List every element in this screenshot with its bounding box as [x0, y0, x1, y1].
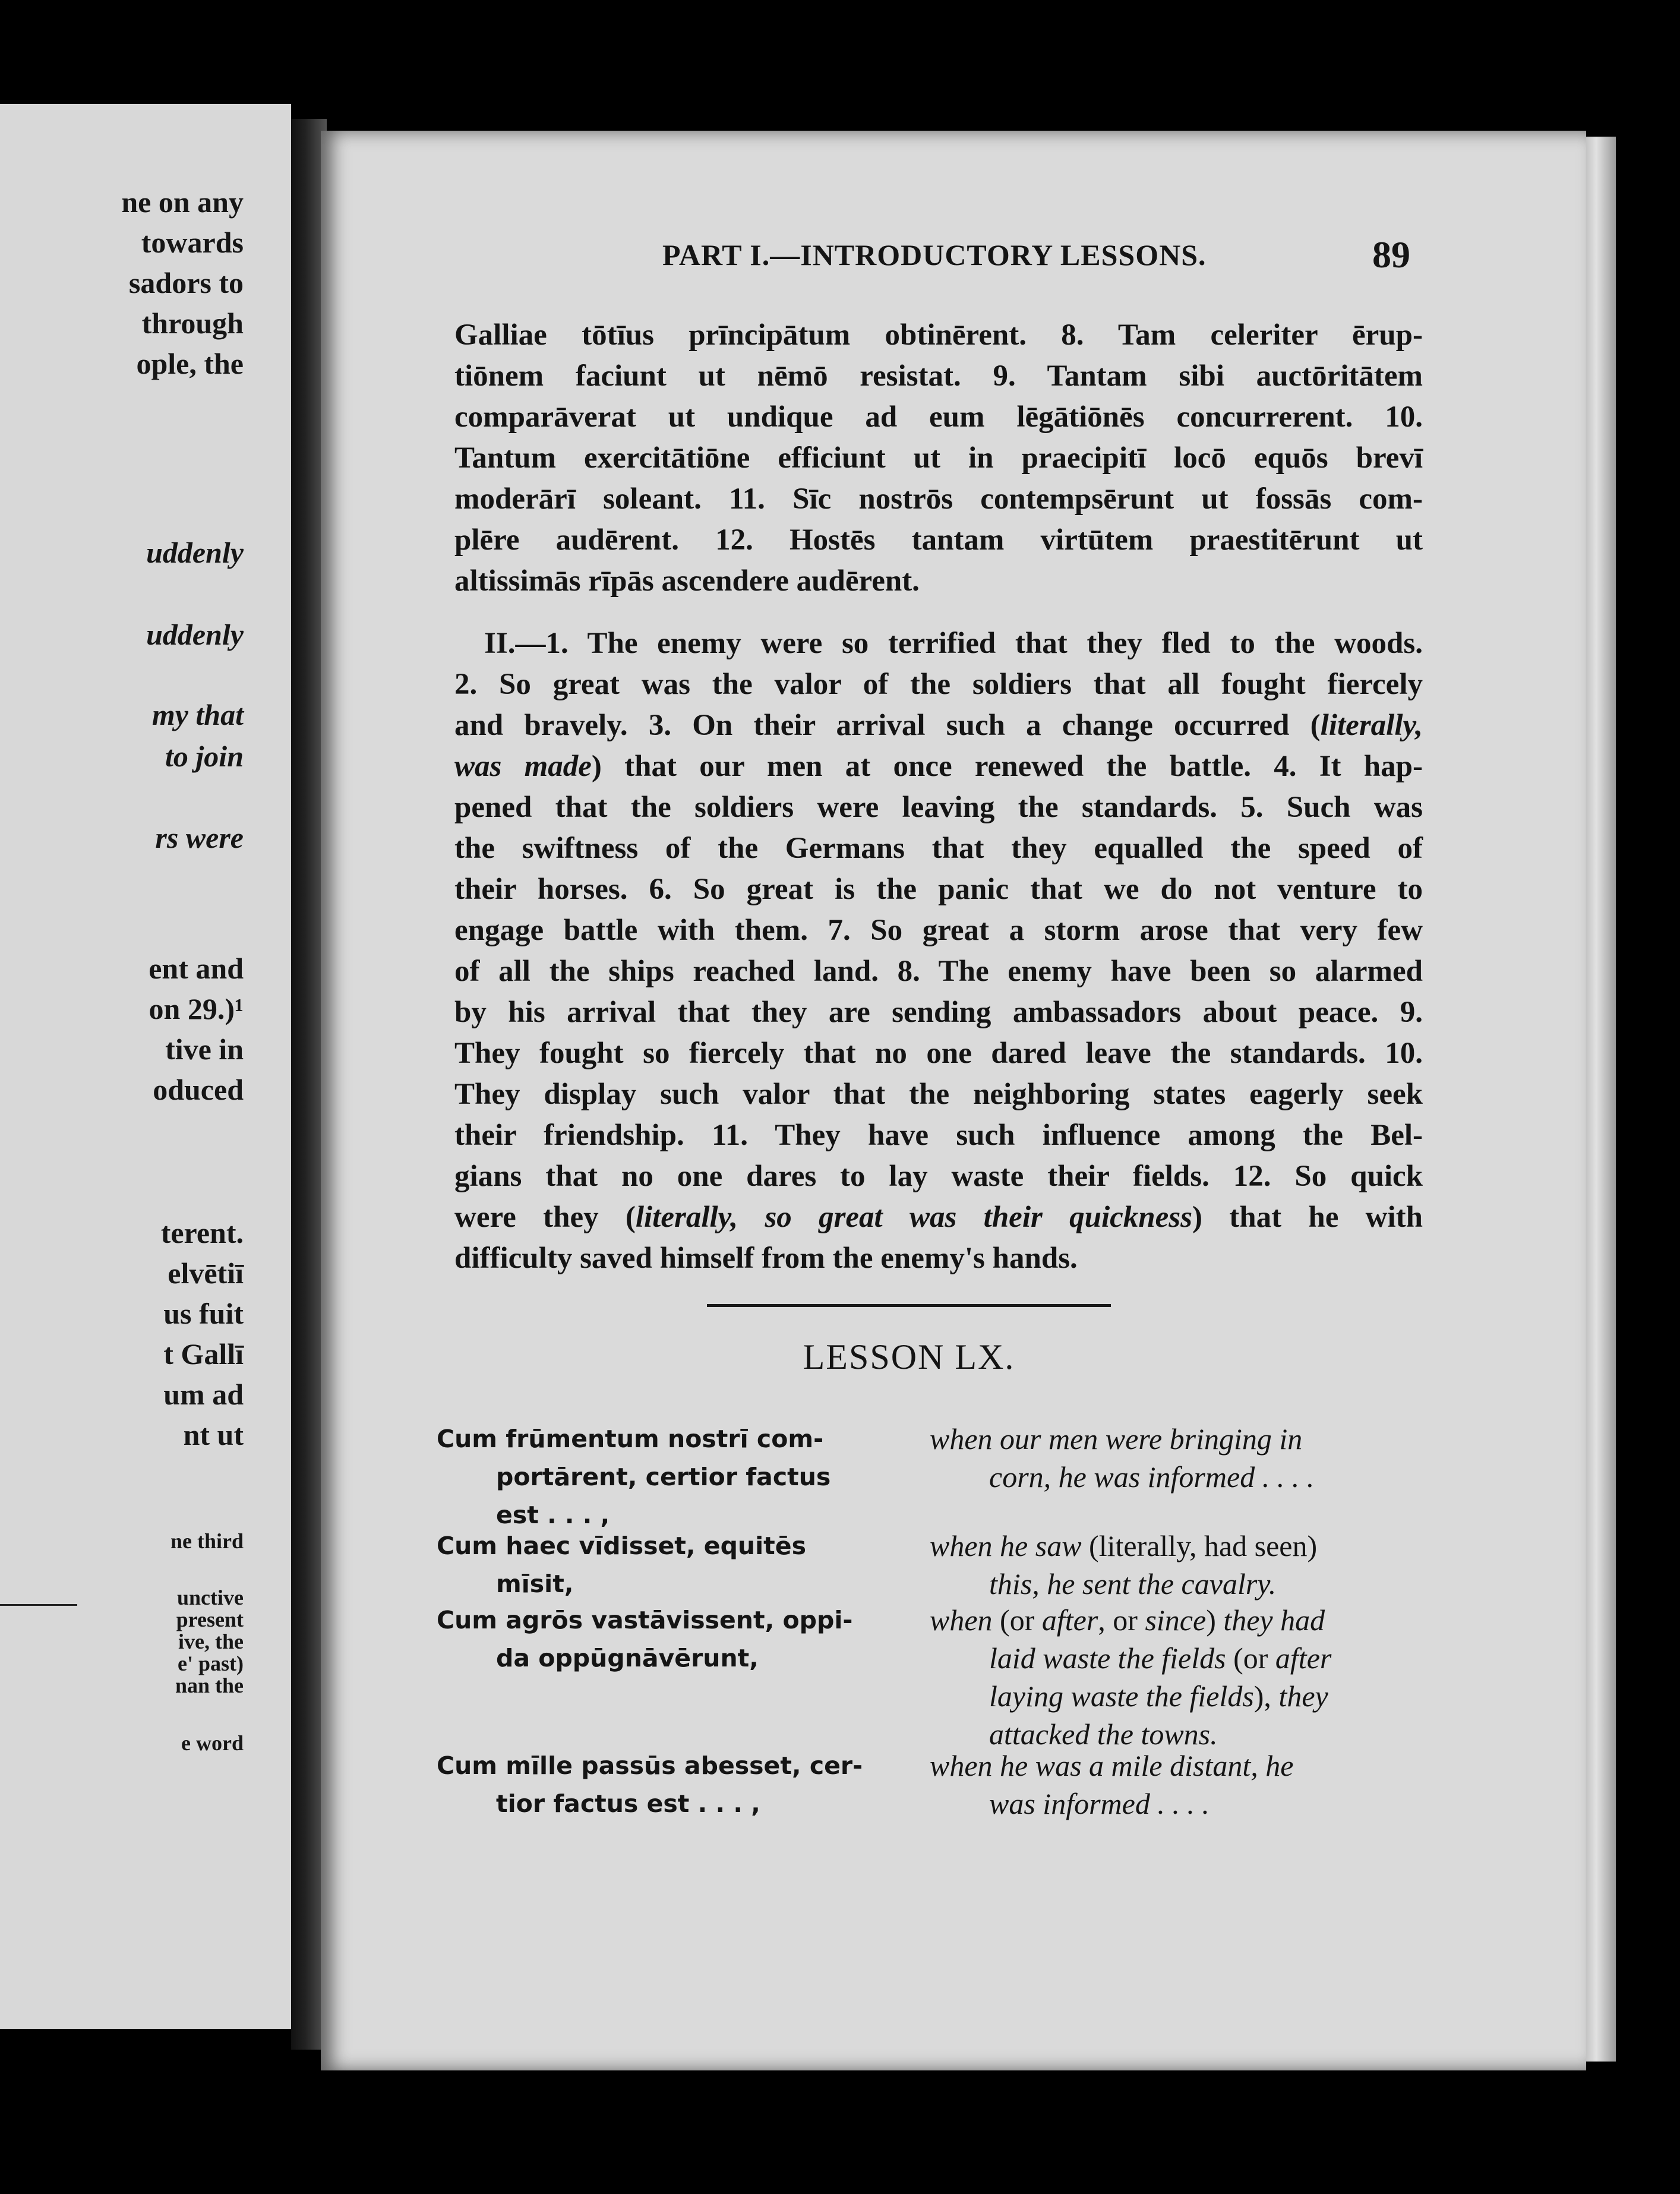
left-page-text-fragment: t Gallī: [163, 1337, 244, 1371]
text-line: plēre audērent. 12. Hostēs tantam virtūtem praestitērunt ut: [454, 523, 1423, 557]
left-page-text-fragment: ne on any: [121, 185, 244, 219]
italic-text-segment: attacked the towns.: [989, 1718, 1218, 1751]
left-page-text-fragment: us fuit: [163, 1297, 244, 1330]
latin-phrase: [437, 1420, 918, 1534]
text-line: [454, 910, 1423, 951]
text-line: [454, 1033, 1423, 1074]
text-segment: ) that our men at once renewed the battle. 4. It hap-: [591, 750, 1423, 783]
left-page-text-fragment: terent.: [160, 1216, 244, 1249]
latin-line: est . . . ,: [496, 1501, 610, 1529]
left-page-text-fragment: oduced: [153, 1073, 244, 1106]
latin-line: mīsit,: [496, 1570, 574, 1598]
left-page-text-fragment: um ad: [163, 1378, 244, 1411]
english-translation: [930, 1601, 1435, 1753]
english-translation: [930, 1747, 1435, 1823]
text-segment: , or: [1098, 1603, 1145, 1637]
left-page-text-fragment: uddenly: [146, 536, 244, 569]
left-page-text-fragment: ople, the: [136, 347, 244, 380]
translation-line: [930, 1420, 1435, 1458]
latin-phrase: [437, 1747, 918, 1823]
english-translation: [930, 1527, 1435, 1603]
section-divider: [707, 1304, 1111, 1307]
latin-exercise-paragraph: [454, 315, 1423, 602]
left-page-text-fragment: on 29.)¹: [149, 992, 244, 1025]
italic-text-segment: was informed . . . .: [989, 1787, 1210, 1820]
latin-line: Cum mīlle passūs abesset, cer-: [437, 1751, 863, 1780]
left-page-text-fragment: tive in: [165, 1033, 244, 1066]
latin-line: Cum agrōs vastāvissent, oppi-: [437, 1606, 853, 1634]
italic-text-segment: this, he sent the cavalry.: [989, 1567, 1277, 1600]
italic-text-segment: when our men were bringing in: [930, 1422, 1303, 1456]
latin-line: tior factus est . . . ,: [496, 1789, 760, 1818]
text-segment: of all the ships reached land. 8. The enemy have been so alarmed: [454, 955, 1423, 988]
text-line: [454, 1074, 1423, 1115]
left-page-text-fragment: nan the: [175, 1674, 244, 1697]
text-line: [454, 1115, 1423, 1156]
running-head: PART I.—INTRODUCTORY LESSONS.: [662, 238, 1207, 272]
translation-line: [930, 1565, 1435, 1603]
text-line: [454, 1156, 1423, 1197]
text-segment: and bravely. 3. On their arrival such a change occurred (: [454, 709, 1321, 742]
left-page-text-fragment: to join: [165, 740, 244, 773]
left-page-text-fragment: ent and: [149, 952, 244, 985]
text-line: altissimās rīpās ascendere audērent.: [454, 564, 920, 598]
italic-text-segment: corn, he was informed . . . .: [989, 1460, 1315, 1494]
latin-line: portārent, certior factus: [496, 1463, 831, 1491]
text-segment: (or: [992, 1603, 1042, 1637]
left-page-text-fragment: ne third: [170, 1529, 244, 1553]
latin-line: Cum haec vīdisset, equitēs: [437, 1532, 806, 1560]
text-segment: engage battle with them. 7. So great a storm arose that very few: [454, 914, 1423, 947]
text-line: Tantum exercitātiōne efficiunt ut in praecipitī locō equōs brevī: [454, 441, 1423, 475]
text-line: [454, 951, 1423, 992]
latin-line: Cum frūmentum nostrī com-: [437, 1425, 824, 1453]
book-page: [321, 131, 1586, 2070]
left-page-text-fragment: through: [141, 307, 244, 340]
text-line: [454, 705, 1423, 746]
english-translation: [930, 1420, 1435, 1496]
page-body: [454, 315, 1423, 1279]
left-page-text-fragment: ive, the: [178, 1630, 244, 1653]
page-number: 89: [1372, 233, 1410, 276]
italic-text-segment: laying waste the fields: [989, 1680, 1254, 1713]
text-line: Galliae tōtīus prīncipātum obtinērent. 8. Tam celeriter ērup-: [454, 318, 1423, 352]
italic-text-segment: they had: [1223, 1603, 1325, 1637]
text-line: [454, 1197, 1423, 1238]
italic-text-segment: since: [1145, 1603, 1207, 1637]
left-page-text-fragment: unctive: [177, 1586, 244, 1609]
translation-line: [930, 1639, 1435, 1677]
page-edge: [1583, 137, 1616, 2062]
translation-line: [930, 1677, 1435, 1715]
text-line: [454, 787, 1423, 828]
left-page-text-fragment: uddenly: [146, 618, 244, 651]
left-page-text-fragment: my that: [151, 698, 244, 731]
left-page-text-fragment: elvētiī: [168, 1257, 244, 1290]
text-line: [454, 828, 1423, 869]
left-page-text-fragment: e word: [181, 1731, 244, 1755]
italic-text-segment: after: [1275, 1641, 1332, 1675]
left-page-text-fragment: nt ut: [183, 1418, 244, 1451]
italic-text-segment: when: [930, 1603, 993, 1637]
text-segment: They fought so fiercely that no one dared leave the standards. 10.: [454, 1037, 1423, 1070]
text-segment: (or: [1226, 1641, 1275, 1675]
text-segment: ) that he with: [1192, 1201, 1423, 1234]
text-segment: by his arrival that they are sending ambassadors about peace. 9.: [454, 996, 1423, 1029]
translation-line: [930, 1601, 1435, 1639]
text-segment: pened that the soldiers were leaving the standards. 5. Such was: [454, 791, 1423, 824]
text-line: comparāverat ut undique ad eum lēgātiōnēs concurrerent. 10.: [454, 400, 1423, 434]
text-segment: were they (: [454, 1201, 636, 1234]
text-segment: the swiftness of the Germans that they equalled the speed of: [454, 832, 1423, 865]
english-exercise-paragraph: [454, 623, 1423, 1279]
text-segment: They display such valor that the neighboring states eagerly seek: [454, 1078, 1423, 1111]
text-line: tiōnem faciunt ut nēmō resistat. 9. Tantam sibi auctōritātem: [454, 359, 1423, 393]
left-page-text-fragment: rs were: [155, 821, 244, 854]
translation-line: [930, 1458, 1435, 1496]
left-page-text-fragment: e' past): [178, 1652, 244, 1675]
latin-phrase: [437, 1527, 918, 1603]
translation-line: [930, 1527, 1435, 1565]
italic-text-segment: they: [1278, 1680, 1328, 1713]
text-line: [454, 1238, 1423, 1279]
translation-line: [930, 1747, 1435, 1785]
left-page-text-fragment: towards: [141, 226, 244, 259]
left-page-fragment: [0, 104, 291, 2029]
left-page-rule: [0, 1604, 77, 1606]
text-segment: difficulty saved himself from the enemy's hands.: [454, 1242, 1078, 1275]
lesson-title: LESSON LX.: [803, 1337, 1015, 1377]
italic-text-segment: when he was a mile distant, he: [930, 1749, 1294, 1782]
text-line: moderārī soleant. 11. Sīc nostrōs contempsērunt ut fossās com-: [454, 482, 1423, 516]
text-segment: their friendship. 11. They have such influence among the Bel-: [454, 1119, 1423, 1152]
italic-text-segment: was made: [454, 750, 592, 783]
italic-text-segment: laid waste the fields: [989, 1641, 1226, 1675]
text-line: [454, 992, 1423, 1033]
italic-text-segment: when he saw: [930, 1529, 1082, 1562]
latin-line: da oppūgnāvērunt,: [496, 1644, 759, 1672]
translation-line: [930, 1785, 1435, 1823]
italic-text-segment: literally,: [1320, 709, 1423, 742]
text-segment: ),: [1253, 1680, 1279, 1713]
text-segment: ): [1206, 1603, 1224, 1637]
text-line: [454, 623, 1423, 664]
italic-text-segment: after: [1041, 1603, 1098, 1637]
left-page-text-fragment: present: [176, 1608, 244, 1631]
latin-phrase: [437, 1601, 918, 1677]
text-segment: II.—1. The enemy were so terrified that they fled to the woods.: [484, 627, 1423, 660]
text-segment: gians that no one dares to lay waste their fields. 12. So quick: [454, 1160, 1423, 1193]
text-line: [454, 664, 1423, 705]
text-segment: (literally, had seen): [1081, 1529, 1318, 1562]
text-segment: 2. So great was the valor of the soldiers that all fought fiercely: [454, 668, 1423, 701]
text-segment: their horses. 6. So great is the panic that we do not venture to: [454, 873, 1423, 906]
text-line: [454, 746, 1423, 787]
italic-text-segment: literally, so great was their quickness: [635, 1201, 1192, 1234]
left-page-text-fragment: sadors to: [128, 266, 244, 299]
text-line: [454, 869, 1423, 910]
